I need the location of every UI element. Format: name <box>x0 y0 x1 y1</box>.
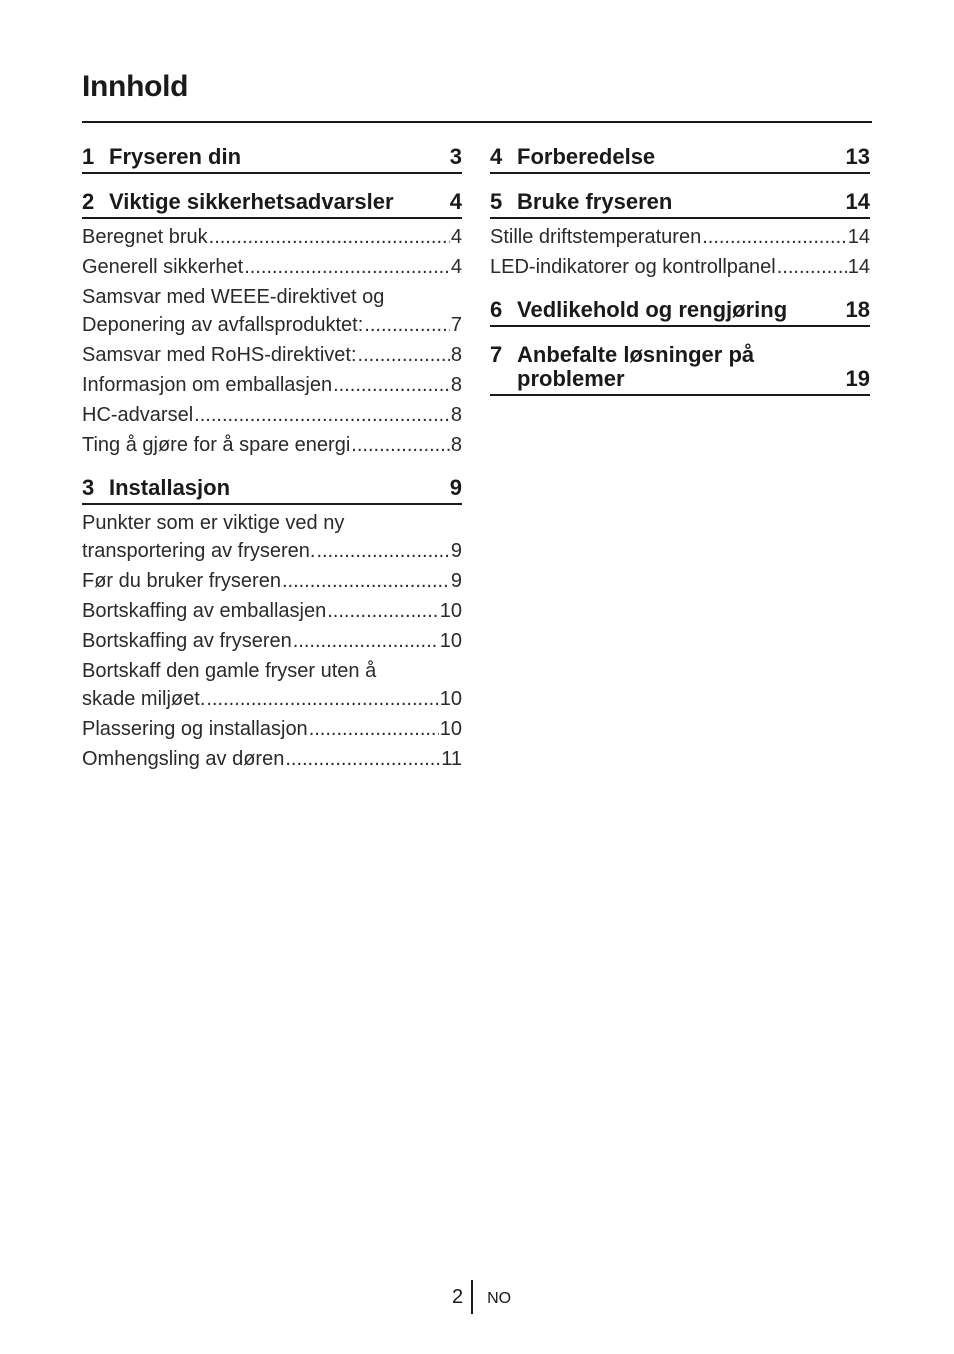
toc-entry-text: HC-advarsel <box>82 404 194 426</box>
toc-section <box>490 145 870 174</box>
toc-entry[interactable] <box>82 714 462 744</box>
page-footer <box>452 1280 511 1314</box>
toc-entry-row <box>82 567 462 595</box>
toc-entry-page-number: 8 <box>450 344 462 366</box>
toc-entry-text: Informasjon om emballasjen <box>82 374 333 396</box>
toc-entry-text: Generell sikkerhet <box>82 256 244 278</box>
toc-entry-page-number: 14 <box>847 256 870 278</box>
toc-entry-row <box>82 745 462 773</box>
section-page-number: 3 <box>449 144 462 169</box>
toc-entry-row <box>82 685 462 713</box>
dot-leader <box>293 627 439 655</box>
dot-leader <box>702 223 847 251</box>
section-title: Vedlikehold og rengjøring <box>517 297 788 322</box>
dot-leader <box>333 371 450 399</box>
toc-section-heading[interactable] <box>490 145 870 174</box>
section-title: Anbefalte løsninger på problemer <box>517 342 755 391</box>
toc-section <box>490 298 870 327</box>
toc-entry-row <box>82 597 462 625</box>
dot-leader <box>206 685 438 713</box>
dot-leader <box>777 253 847 281</box>
toc-entry-text: Før du bruker fryseren <box>82 570 281 592</box>
toc-entry-page-number: 14 <box>847 226 870 248</box>
toc-section <box>82 145 462 174</box>
section-title: Bruke fryseren <box>517 189 673 214</box>
toc-entry-page-number: 11 <box>441 748 462 770</box>
toc-section-heading[interactable] <box>82 476 462 505</box>
section-page-number: 4 <box>449 189 462 214</box>
toc-entry-row <box>82 341 462 369</box>
dot-leader <box>194 401 450 429</box>
toc-entry-text: Beregnet bruk <box>82 226 208 248</box>
toc-entry[interactable] <box>490 252 870 282</box>
toc-section-heading[interactable] <box>490 298 870 327</box>
section-page-number: 19 <box>845 366 870 391</box>
toc-entry[interactable] <box>82 370 462 400</box>
toc-entry-row <box>82 311 462 339</box>
toc-entry-text: Bortskaffing av fryseren <box>82 630 292 652</box>
dot-leader <box>364 311 450 339</box>
toc-entry-page-number: 10 <box>439 718 462 740</box>
section-number: 3 <box>82 475 95 500</box>
section-page-number: 18 <box>845 297 870 322</box>
toc-entry[interactable] <box>82 282 462 340</box>
toc-section <box>82 476 462 774</box>
toc-entry-text: Samsvar med RoHS-direktivet: <box>82 344 357 366</box>
section-title: Installasjon <box>109 475 231 500</box>
toc-entry[interactable] <box>82 400 462 430</box>
toc-entry-text: Deponering av avfallsproduktet: <box>82 314 364 336</box>
toc-entry-page-number: 8 <box>450 434 462 456</box>
dot-leader <box>209 223 450 251</box>
section-number: 7 <box>490 342 503 367</box>
toc-entry[interactable] <box>82 430 462 460</box>
toc-entry-text: Plassering og installasjon <box>82 718 308 740</box>
toc-entry-page-number: 10 <box>439 630 462 652</box>
toc-entry-row <box>82 431 462 459</box>
toc-entry[interactable] <box>82 744 462 774</box>
toc-entry-page-number: 8 <box>450 374 462 396</box>
dot-leader <box>282 567 450 595</box>
toc-left-column <box>82 145 462 790</box>
page-number: 2 <box>452 1285 464 1308</box>
title-divider <box>82 121 872 123</box>
section-number: 6 <box>490 297 503 322</box>
section-title-wrap <box>490 298 787 322</box>
section-title-wrap <box>82 145 241 169</box>
toc-section <box>490 190 870 282</box>
section-number: 2 <box>82 189 95 214</box>
toc-section-heading[interactable] <box>490 190 870 219</box>
toc-entry-page-number: 9 <box>450 570 462 592</box>
toc-entry-row <box>490 223 870 251</box>
section-title-wrap <box>82 190 394 214</box>
dot-leader <box>244 253 450 281</box>
toc-entry-row <box>82 537 462 565</box>
toc-entry-text: skade miljøet. <box>82 688 206 710</box>
toc-entry-page-number: 7 <box>450 314 462 336</box>
toc-entry[interactable] <box>82 596 462 626</box>
toc-entry[interactable] <box>82 508 462 566</box>
dot-leader <box>316 537 449 565</box>
section-title: Fryseren din <box>109 144 242 169</box>
section-page-number: 13 <box>845 144 870 169</box>
toc-entry-text: Ting å gjøre for å spare energi <box>82 434 351 456</box>
toc-entry-text: Stille driftstemperaturen <box>490 226 702 248</box>
section-title-wrap <box>82 476 230 500</box>
toc-entry[interactable] <box>82 566 462 596</box>
toc-entry[interactable] <box>490 222 870 252</box>
toc-section-heading[interactable] <box>82 145 462 174</box>
toc-entry-page-number: 8 <box>450 404 462 426</box>
toc-entry-text: Bortskaffing av emballasjen <box>82 600 327 622</box>
toc-entry-row <box>82 253 462 281</box>
toc-entry-page-number: 10 <box>439 688 462 710</box>
toc-entry-row <box>82 371 462 399</box>
toc-entry-row <box>82 627 462 655</box>
toc-section-heading[interactable] <box>82 190 462 219</box>
toc-entry-text-line: Samsvar med WEEE-direktivet og <box>82 286 385 308</box>
toc-entry-text: transportering av fryseren. <box>82 540 316 562</box>
section-number: 1 <box>82 144 95 169</box>
toc-entry[interactable] <box>82 340 462 370</box>
toc-entry-row <box>82 715 462 743</box>
toc-section-heading[interactable] <box>490 343 870 396</box>
toc-entry-page-number: 4 <box>450 256 462 278</box>
toc-entry-text-line: Bortskaff den gamle fryser uten å <box>82 660 377 682</box>
section-number: 5 <box>490 189 503 214</box>
toc-entry[interactable] <box>82 626 462 656</box>
toc-entry-row <box>490 253 870 281</box>
section-title: Viktige sikkerhetsadvarsler <box>109 189 394 214</box>
toc-entry[interactable] <box>82 222 462 252</box>
toc-entry-text: LED-indikatorer og kontrollpanel <box>490 256 776 278</box>
toc-entry[interactable] <box>82 656 462 714</box>
toc-entry-page-number: 10 <box>439 600 462 622</box>
section-title-wrap <box>490 145 655 169</box>
dot-leader <box>358 341 450 369</box>
toc-entry-text-line: Punkter som er viktige ved ny <box>82 512 345 534</box>
section-page-number: 14 <box>845 189 870 214</box>
dot-leader <box>327 597 439 625</box>
section-number: 4 <box>490 144 503 169</box>
section-page-number: 9 <box>449 475 462 500</box>
page-title: Innhold <box>82 70 189 103</box>
toc-entry-page-number: 9 <box>450 540 462 562</box>
toc-entry-text: Omhengsling av døren <box>82 748 285 770</box>
section-title: Forberedelse <box>517 144 656 169</box>
toc-entry-row <box>82 401 462 429</box>
toc-entry-page-number: 4 <box>450 226 462 248</box>
dot-leader <box>285 745 440 773</box>
toc-right-column <box>490 145 870 412</box>
language-code: NO <box>487 1290 512 1307</box>
toc-entry[interactable] <box>82 252 462 282</box>
toc-section <box>490 343 870 396</box>
toc-entry-row <box>82 223 462 251</box>
toc-section <box>82 190 462 460</box>
section-title-wrap <box>490 343 840 391</box>
section-title-wrap <box>490 190 672 214</box>
footer-divider <box>471 1280 473 1314</box>
dot-leader <box>351 431 450 459</box>
dot-leader <box>309 715 439 743</box>
